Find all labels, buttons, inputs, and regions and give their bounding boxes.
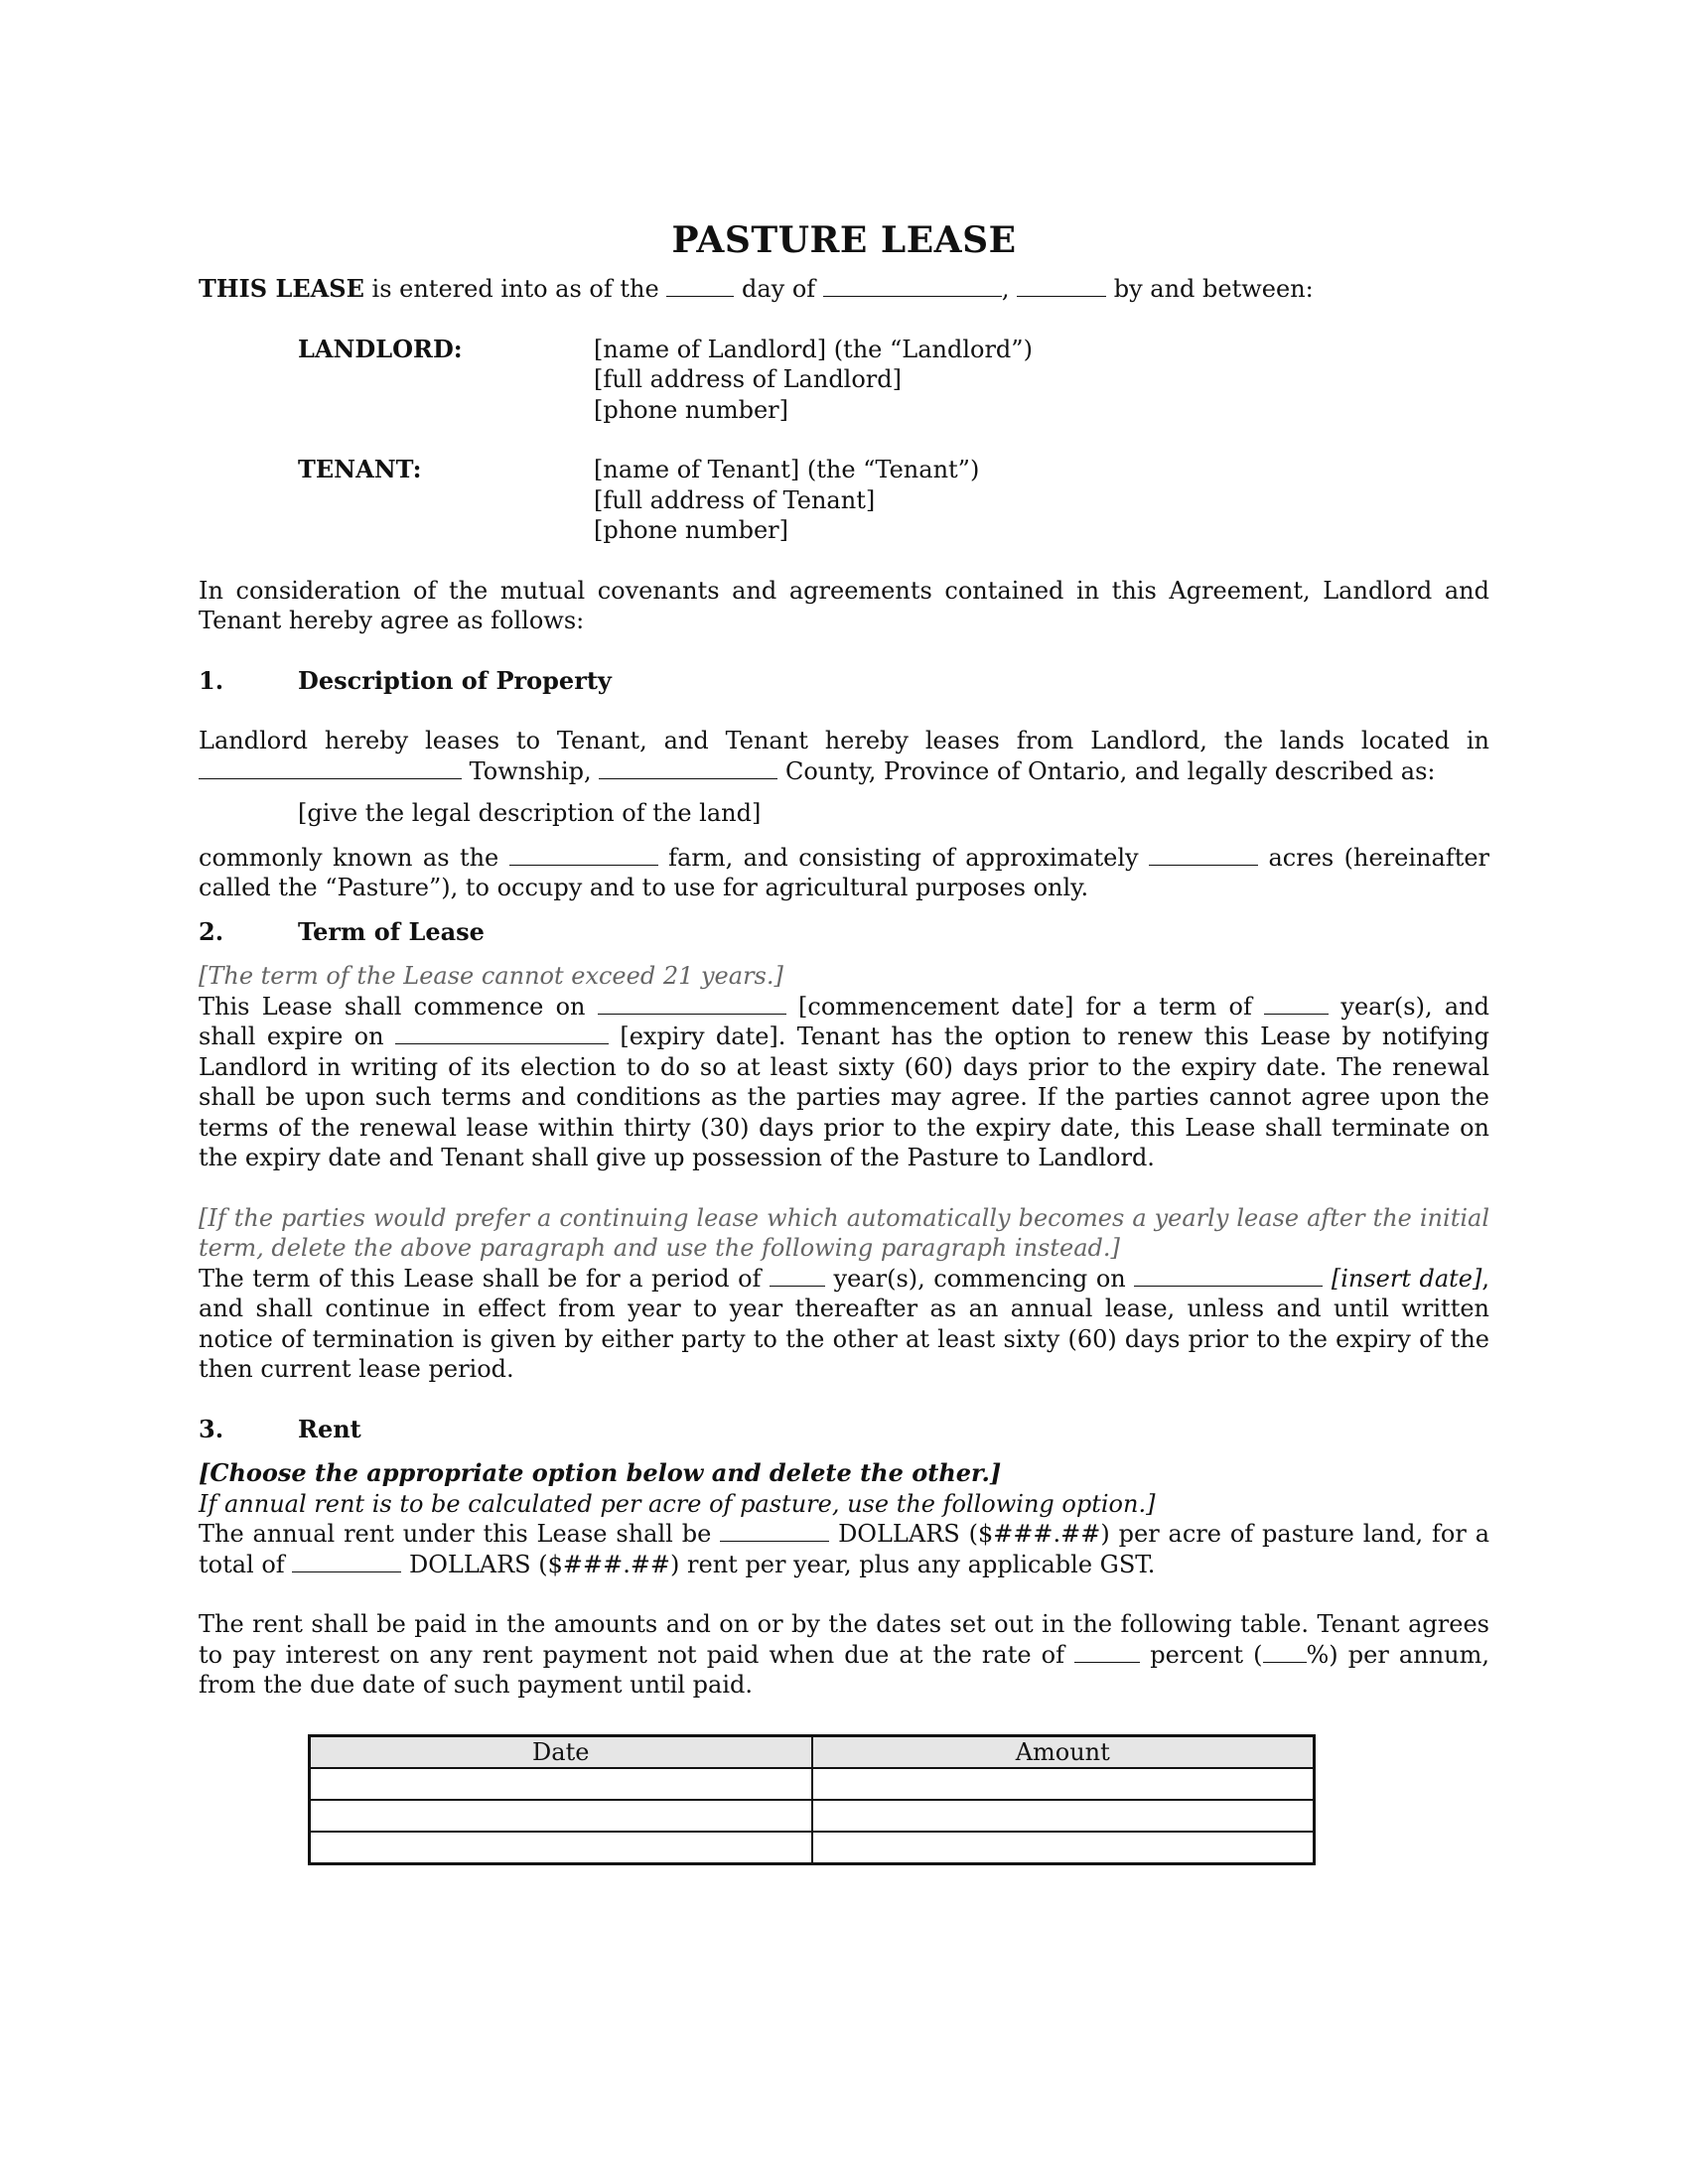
interest-percent-blank [1263, 1640, 1307, 1663]
date-cell[interactable] [310, 1800, 812, 1832]
tenant-address: [full address of Tenant] [594, 485, 876, 514]
farm-text-2: farm, and consisting of approximately [668, 843, 1139, 872]
document-title: PASTURE LEASE [671, 219, 1017, 261]
section-2-title: Term of Lease [298, 916, 485, 946]
term-text-2: [commencement date] for a term of [798, 992, 1252, 1021]
consideration-paragraph: In consideration of the mutual covenants and agreements contained in this Agreement, Landlord and Tenant hereby agree as follows: [199, 576, 1489, 634]
amount-cell[interactable] [812, 1768, 1315, 1800]
interest-rate-blank [1074, 1640, 1140, 1663]
document-page [199, 218, 1489, 1865]
term-note: [The term of the Lease cannot exceed 21 years.] [199, 962, 783, 990]
intro-text-2: day of [741, 275, 816, 303]
rent-option-note: If annual rent is to be calculated per acre of pasture, use the following option.] [199, 1489, 1156, 1518]
farm-text-3: acres (hereinafter called the “Pasture”), to occupy and to use for agricultural purposes only. [199, 843, 1490, 901]
township-blank [199, 756, 462, 779]
date-cell[interactable] [310, 1768, 812, 1800]
term-text-3: year(s), and shall expire on [199, 992, 1489, 1050]
section-2-paragraph-1 [199, 992, 1489, 1173]
period-text-1: The term of this Lease shall be for a period of [199, 1264, 762, 1293]
rent-choose-note: [Choose the appropriate option below and delete the other.] [199, 1458, 1002, 1487]
date-cell[interactable] [310, 1832, 812, 1864]
rent-schedule-table [308, 1734, 1316, 1866]
section-1-location-line [199, 756, 1489, 787]
township-text: Township, [469, 756, 592, 785]
interest-text-3: %) per annum, from the due date of such payment until paid. [199, 1640, 1489, 1699]
section-3-paragraph-1 [199, 1519, 1489, 1579]
table-row [310, 1800, 1315, 1832]
county-text: County, Province of Ontario, and legally described as: [784, 756, 1436, 785]
rent-per-acre-blank [720, 1519, 829, 1542]
legal-description: [give the legal description of the land] [298, 799, 762, 827]
term-years-blank [1264, 992, 1329, 1015]
table-header-row [310, 1735, 1315, 1768]
commencement-blank [598, 992, 786, 1015]
expiry-blank [395, 1022, 609, 1044]
section-1-title: Description of Property [298, 665, 612, 695]
rent-text-3: DOLLARS ($###.##) rent per year, plus any applicable GST. [408, 1550, 1156, 1578]
farm-name-blank [509, 843, 658, 866]
tenant-block [298, 455, 1489, 546]
intro-line [199, 274, 1489, 305]
landlord-address: [full address of Landlord] [594, 365, 903, 393]
tenant-phone: [phone number] [594, 516, 788, 544]
county-blank [599, 756, 777, 779]
amount-cell[interactable] [812, 1800, 1315, 1832]
acres-blank [1149, 843, 1258, 866]
term-text-4: [expiry date]. Tenant has the option to renew this Lease by notifying Landlord in writing of its election to do so at least sixty (60) days prior to the expiry date. The renewal shall be upon such terms and conditions as the parties may agree. If the parties cannot agree upon the terms of the renewal lease within thirty (30) days prior to the expiry date, this Lease shall terminate on the expiry date and Tenant shall give up possession of the Pasture to Landlord. [199, 1023, 1489, 1171]
landlord-name: [name of Landlord] (the “Landlord”) [594, 335, 1033, 363]
intro-comma: , [1001, 275, 1010, 303]
date-column-header: Date [310, 1735, 812, 1768]
section-1-paragraph-2 [199, 843, 1489, 903]
section-3-paragraph-2 [199, 1609, 1489, 1701]
landlord-label: LANDLORD: [298, 334, 463, 363]
rent-text-2: DOLLARS ($###.##) per acre of pasture land, for a total of [199, 1520, 1490, 1578]
tenant-details [594, 455, 979, 546]
amount-column-header: Amount [812, 1735, 1315, 1768]
intro-text-1: is entered into as of the [371, 275, 659, 303]
section-3-title: Rent [298, 1414, 361, 1443]
section-2-heading [199, 917, 1489, 948]
amount-cell[interactable] [812, 1832, 1315, 1864]
landlord-block [298, 335, 1489, 426]
section-1-number: 1. [199, 665, 224, 695]
intro-lead: THIS LEASE [199, 274, 364, 303]
term-text-1: This Lease shall commence on [199, 992, 586, 1021]
tenant-label: TENANT: [298, 455, 422, 483]
tenant-name: [name of Tenant] (the “Tenant”) [594, 456, 980, 483]
section-2-paragraph-2 [199, 1264, 1489, 1385]
rent-total-blank [292, 1550, 401, 1572]
section-1-heading [199, 666, 1489, 697]
period-text-2: year(s), commencing on [833, 1264, 1126, 1293]
landlord-phone: [phone number] [594, 395, 788, 424]
table-row [310, 1768, 1315, 1800]
commencing-blank [1134, 1264, 1323, 1287]
intro-text-4: by and between: [1113, 275, 1314, 303]
farm-text-1: commonly known as the [199, 843, 499, 872]
continuing-lease-note: [If the parties would prefer a continuing lease which automatically becomes a yearly lease after the initial term, delete the above paragraph and use the following paragraph instead.] [199, 1203, 1489, 1262]
interest-text-2: percent ( [1150, 1640, 1263, 1669]
table-row [310, 1832, 1315, 1864]
period-text-3: , and shall continue in effect from year to year thereafter as an annual lease, unless and until written notice of termination is given by either party to the other at least sixty (60) days prior to the expiry of the then current lease period. [199, 1264, 1490, 1383]
month-blank [823, 274, 1002, 297]
section-1-paragraph-1: Landlord hereby leases to Tenant, and Tenant hereby leases from Landlord, the lands located in [199, 727, 1489, 754]
year-blank [1017, 274, 1106, 297]
rent-text-1: The annual rent under this Lease shall be [199, 1520, 712, 1548]
day-blank [666, 274, 734, 297]
period-years-blank [770, 1264, 825, 1287]
section-3-heading [199, 1415, 1489, 1445]
insert-date-note: [insert date] [1331, 1264, 1482, 1293]
interest-text-1: The rent shall be paid in the amounts and on or by the dates set out in the following table. Tenant agrees to pay interest on any rent payment not paid when due at the rate of [199, 1610, 1489, 1669]
section-2-number: 2. [199, 916, 224, 946]
landlord-details [594, 335, 1033, 426]
section-3-number: 3. [199, 1414, 224, 1443]
